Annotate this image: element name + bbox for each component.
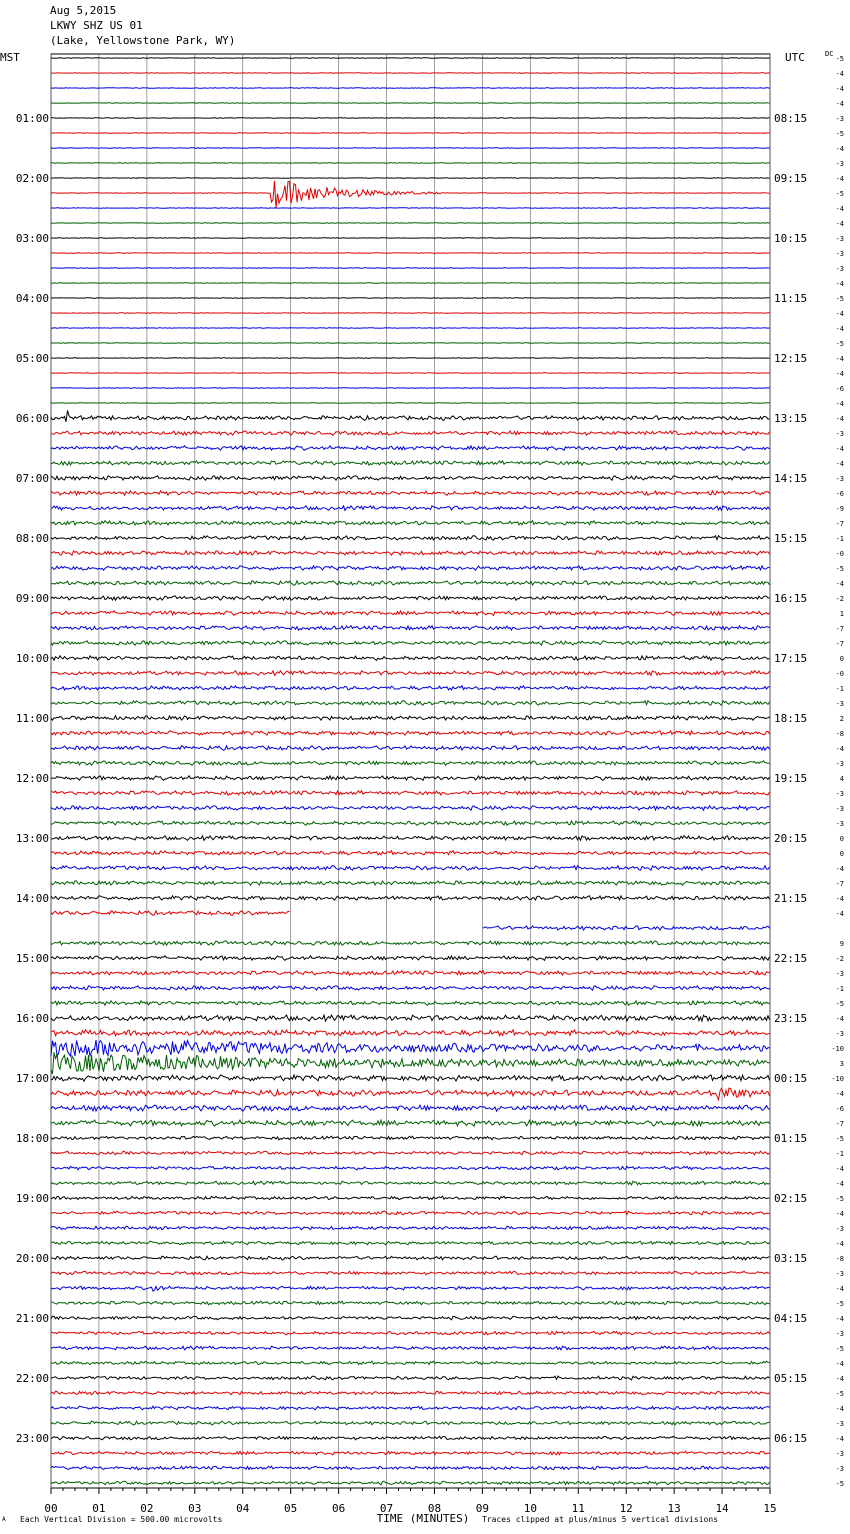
seismic-trace — [51, 410, 770, 421]
dc-offset-label: -3 — [835, 1465, 844, 1473]
dc-offset-label: -7 — [835, 640, 844, 648]
seismic-trace — [51, 1421, 770, 1425]
seismic-trace — [51, 821, 770, 825]
seismic-trace — [51, 253, 770, 254]
dc-offset-label: -4 — [835, 1375, 844, 1383]
dc-offset-label: -4 — [835, 70, 844, 78]
mst-hour-label: 17:00 — [15, 1072, 49, 1085]
dc-offset-label: -4 — [835, 1165, 844, 1173]
dc-offset-label: -4 — [835, 175, 844, 183]
seismic-trace — [51, 88, 770, 89]
dc-offset-label: -4 — [835, 1015, 844, 1023]
utc-hour-label: 22:15 — [774, 952, 808, 965]
dc-offset-label: -7 — [835, 520, 844, 528]
dc-offset-label: -7 — [835, 1120, 844, 1128]
mst-hour-label: 04:00 — [15, 292, 49, 305]
seismic-trace — [51, 1301, 770, 1305]
dc-offset-label: -0 — [835, 670, 844, 678]
seismic-trace — [51, 1271, 770, 1275]
seismic-trace — [51, 791, 770, 796]
utc-hour-label: 20:15 — [774, 832, 808, 845]
dc-offset-label: 2 — [839, 715, 844, 723]
seismic-trace — [51, 1001, 770, 1006]
utc-hour-label: 09:15 — [774, 172, 808, 185]
seismic-trace — [51, 641, 770, 645]
dc-offset-label: -4 — [835, 400, 844, 408]
seismic-trace — [51, 701, 770, 706]
dc-offset-label: -3 — [835, 265, 844, 273]
dc-offset-label: 0 — [839, 835, 844, 843]
dc-offset-label: -2 — [835, 955, 844, 963]
dc-offset-label: -4 — [835, 580, 844, 588]
utc-hour-label: 02:15 — [774, 1192, 808, 1205]
utc-axis-label: UTC — [785, 51, 805, 64]
x-tick-label: 11 — [571, 1502, 585, 1515]
seismic-trace — [51, 1196, 770, 1200]
seismic-trace — [51, 1346, 770, 1350]
dc-offset-label: -6 — [835, 490, 844, 498]
x-tick-label: 04 — [236, 1502, 250, 1515]
dc-offset-label: -3 — [835, 235, 844, 243]
station-label: LKWY SHZ US 01 — [50, 19, 143, 32]
dc-offset-label: -10 — [831, 1075, 844, 1083]
x-tick-label: 15 — [763, 1502, 777, 1515]
dc-offset-label: -6 — [835, 385, 844, 393]
dc-header-label: DC — [825, 50, 834, 58]
mst-hour-label: 02:00 — [15, 172, 49, 185]
dc-offset-label: -4 — [835, 460, 844, 468]
seismic-trace — [51, 551, 770, 556]
x-tick-label: 05 — [284, 1502, 298, 1515]
seismic-trace — [51, 1436, 770, 1440]
seismic-trace — [51, 1331, 770, 1335]
seismic-trace — [51, 746, 770, 751]
dc-offset-label: -3 — [835, 820, 844, 828]
dc-offset-label: -4 — [835, 865, 844, 873]
seismic-trace — [51, 461, 770, 466]
seismic-trace — [51, 896, 770, 900]
seismic-trace — [51, 313, 770, 314]
dc-offset-label: -8 — [835, 1255, 844, 1263]
utc-hour-label: 03:15 — [774, 1252, 808, 1265]
utc-hour-label: 16:15 — [774, 592, 808, 605]
seismic-trace — [51, 1481, 770, 1485]
dc-offset-label: -2 — [835, 595, 844, 603]
seismic-trace — [51, 223, 770, 224]
x-tick-label: 09 — [475, 1502, 490, 1515]
seismic-trace — [51, 1181, 770, 1185]
dc-offset-label: -4 — [835, 1210, 844, 1218]
dc-offset-label: -5 — [835, 1345, 844, 1353]
dc-offset-label: -3 — [835, 1030, 844, 1038]
mst-hour-label: 13:00 — [15, 832, 49, 845]
seismic-trace — [51, 1120, 770, 1126]
dc-offset-label: -4 — [835, 85, 844, 93]
seismic-trace — [51, 731, 770, 735]
dc-offset-label: -4 — [835, 145, 844, 153]
x-axis-title: TIME (MINUTES) — [376, 1512, 470, 1525]
dc-offset-label: -3 — [835, 115, 844, 123]
seismic-trace — [51, 358, 770, 359]
dc-offset-label: -3 — [835, 805, 844, 813]
seismic-trace — [51, 373, 770, 374]
seismic-trace — [51, 1376, 770, 1380]
dc-offset-label: -4 — [835, 1315, 844, 1323]
utc-hour-label: 10:15 — [774, 232, 808, 245]
seismic-trace — [51, 581, 770, 586]
dc-offset-label: -4 — [835, 895, 844, 903]
dc-offset-label: -3 — [835, 475, 844, 483]
seismic-trace — [51, 238, 770, 239]
seismic-trace — [51, 761, 770, 765]
dc-offset-label: -4 — [835, 1435, 844, 1443]
mst-hour-label: 16:00 — [15, 1012, 49, 1025]
seismic-trace — [51, 1466, 770, 1470]
seismic-trace — [51, 611, 770, 616]
dc-offset-label: -3 — [835, 760, 844, 768]
seismic-trace — [51, 181, 770, 208]
x-tick-label: 01 — [92, 1502, 106, 1515]
x-tick-label: 02 — [140, 1502, 154, 1515]
dc-offset-label: -4 — [835, 1285, 844, 1293]
dc-offset-label: -3 — [835, 700, 844, 708]
dc-offset-label: -4 — [835, 100, 844, 108]
seismic-trace — [51, 133, 770, 134]
seismic-trace — [51, 1256, 770, 1260]
seismic-trace — [51, 626, 770, 631]
seismic-trace — [51, 1030, 770, 1036]
seismic-trace — [51, 298, 770, 299]
seismic-trace — [51, 283, 770, 284]
seismic-trace — [51, 58, 770, 59]
seismic-trace — [51, 431, 770, 435]
seismic-trace — [51, 596, 770, 600]
seismic-trace — [51, 971, 770, 976]
x-tick-label: 06 — [331, 1502, 346, 1515]
seismic-trace — [51, 73, 770, 74]
dc-offset-label: -4 — [835, 205, 844, 213]
seismic-trace — [51, 1451, 770, 1455]
seismic-trace — [51, 941, 770, 945]
seismic-trace — [51, 1151, 770, 1155]
x-tick-label: 10 — [523, 1502, 537, 1515]
seismic-trace — [51, 956, 770, 961]
seismic-trace — [51, 1040, 770, 1056]
trace-group — [51, 58, 770, 1485]
seismic-trace — [51, 1391, 770, 1395]
seismic-trace — [51, 716, 770, 721]
seismic-trace — [51, 1088, 770, 1100]
dc-offset-label: -4 — [835, 1360, 844, 1368]
scale-note: Each Vertical Division = 500.00 microvolts — [20, 1515, 223, 1524]
mst-hour-label: 11:00 — [15, 712, 49, 725]
utc-hour-label: 04:15 — [774, 1312, 808, 1325]
dc-offset-label: -5 — [835, 1135, 844, 1143]
seismic-trace — [51, 491, 770, 496]
seismic-trace — [51, 836, 770, 841]
dc-offset-label: 1 — [839, 610, 844, 618]
seismic-trace — [51, 103, 770, 104]
mst-hour-label: 15:00 — [15, 952, 49, 965]
seismic-trace — [51, 686, 770, 690]
seismic-trace — [51, 776, 770, 781]
x-tick-label: 07 — [379, 1502, 394, 1515]
utc-hour-label: 21:15 — [774, 892, 808, 905]
dc-offset-label: -3 — [835, 1270, 844, 1278]
mst-hour-label: 08:00 — [15, 532, 49, 545]
seismic-trace — [51, 446, 770, 451]
utc-hour-label: 13:15 — [774, 412, 808, 425]
mst-hour-label: 14:00 — [15, 892, 49, 905]
dc-offset-label: -4 — [835, 1090, 844, 1098]
seismic-trace — [51, 1015, 770, 1021]
dc-offset-label: -4 — [835, 415, 844, 423]
dc-offset-label: -4 — [835, 280, 844, 288]
seismic-trace — [51, 851, 770, 855]
seismic-trace — [51, 806, 770, 810]
seismic-trace — [51, 208, 770, 209]
seismic-trace — [51, 1052, 770, 1074]
utc-hour-label: 15:15 — [774, 532, 808, 545]
mst-hour-label: 20:00 — [15, 1252, 49, 1265]
seismic-trace — [51, 178, 770, 179]
dc-offset-label: -3 — [835, 1450, 844, 1458]
dc-offset-label: -3 — [835, 970, 844, 978]
seismic-trace — [51, 881, 770, 885]
dc-offset-label: -4 — [835, 745, 844, 753]
mst-hour-label: 05:00 — [15, 352, 49, 365]
dc-offset-label: -3 — [835, 1225, 844, 1233]
seismic-trace — [51, 1406, 770, 1410]
dc-offset-label: -3 — [835, 790, 844, 798]
seismic-trace — [51, 1136, 770, 1140]
seismic-trace — [51, 1075, 770, 1081]
seismic-trace — [51, 403, 770, 404]
seismic-trace — [51, 866, 770, 871]
mst-hour-label: 21:00 — [15, 1312, 49, 1325]
dc-offset-label: -3 — [835, 160, 844, 168]
dc-offset-label: -7 — [835, 625, 844, 633]
dc-offset-label: -5 — [835, 1390, 844, 1398]
dc-offset-label: -1 — [835, 535, 844, 543]
dc-offset-label: -10 — [831, 1045, 844, 1053]
dc-offset-label: -1 — [835, 685, 844, 693]
utc-hour-label: 01:15 — [774, 1132, 808, 1145]
utc-hour-label: 00:15 — [774, 1072, 808, 1085]
dc-offset-label: -5 — [835, 1480, 844, 1488]
seismic-trace — [51, 343, 770, 344]
dc-offset-label: -5 — [835, 1000, 844, 1008]
dc-offset-label: -4 — [835, 445, 844, 453]
dc-offset-label: -4 — [835, 310, 844, 318]
dc-offset-label: -5 — [835, 130, 844, 138]
seismic-trace — [51, 328, 770, 329]
seismic-trace — [51, 506, 770, 511]
dc-offset-label: -6 — [835, 1105, 844, 1113]
seismic-trace — [51, 148, 770, 149]
dc-offset-label: -3 — [835, 250, 844, 258]
mst-hour-label: 07:00 — [15, 472, 49, 485]
dc-offset-label: -0 — [835, 550, 844, 558]
dc-offset-label: -3 — [835, 430, 844, 438]
dc-offset-label: 9 — [839, 940, 844, 948]
mst-hour-label: 18:00 — [15, 1132, 49, 1145]
x-tick-label: 14 — [715, 1502, 729, 1515]
seismic-trace — [51, 1226, 770, 1230]
seismic-trace — [51, 1361, 770, 1365]
seismic-trace — [51, 1105, 770, 1111]
seismic-trace — [51, 118, 770, 119]
dc-offset-label: -5 — [835, 340, 844, 348]
dc-offset-label: 4 — [839, 775, 844, 783]
dc-offset-label: -4 — [835, 1405, 844, 1413]
seismic-trace — [51, 566, 770, 570]
seismic-trace — [51, 986, 770, 990]
chart-grid — [51, 54, 770, 1494]
date-label: Aug 5,2015 — [50, 4, 117, 17]
dc-offset-label: -3 — [835, 1420, 844, 1428]
dc-offset-label: 3 — [839, 1060, 844, 1068]
utc-hour-label: 06:15 — [774, 1432, 808, 1445]
dc-offset-label: -4 — [835, 220, 844, 228]
mst-hour-label: 09:00 — [15, 592, 49, 605]
seismic-trace — [51, 1316, 770, 1320]
dc-offset-label: -5 — [835, 1300, 844, 1308]
seismic-trace — [51, 476, 770, 480]
dc-offset-label: -4 — [835, 910, 844, 918]
utc-hour-label: 14:15 — [774, 472, 808, 485]
mst-hour-label: 23:00 — [15, 1432, 49, 1445]
dc-offset-label: -1 — [835, 1150, 844, 1158]
mst-hour-label: 12:00 — [15, 772, 49, 785]
seismic-trace — [51, 536, 770, 541]
utc-hour-label: 12:15 — [774, 352, 808, 365]
x-tick-label: 00 — [44, 1502, 58, 1515]
clip-note: Traces clipped at plus/minus 5 vertical divisions — [482, 1515, 719, 1524]
location-label: (Lake, Yellowstone Park, WY) — [50, 34, 236, 47]
dc-offset-label: -5 — [835, 190, 844, 198]
seismic-trace — [51, 163, 770, 164]
dc-offset-label: -4 — [835, 370, 844, 378]
dc-offset-label: 0 — [839, 655, 844, 663]
dc-offset-label: -4 — [835, 1180, 844, 1188]
seismic-trace — [51, 911, 290, 916]
dc-offset-label: -4 — [835, 1240, 844, 1248]
dc-offset-label: -1 — [835, 985, 844, 993]
seismic-trace — [51, 1241, 770, 1245]
utc-hour-label: 19:15 — [774, 772, 808, 785]
utc-hour-label: 17:15 — [774, 652, 808, 665]
utc-hour-label: 23:15 — [774, 1012, 808, 1025]
seismic-trace — [51, 1166, 770, 1170]
corner-mark: A — [2, 1516, 6, 1523]
dc-offset-label: -7 — [835, 880, 844, 888]
seismic-trace — [51, 671, 770, 676]
seismic-trace — [51, 656, 770, 661]
axis-labels — [0, 50, 844, 1515]
dc-offset-label: -4 — [835, 325, 844, 333]
x-tick-label: 12 — [619, 1502, 633, 1515]
utc-hour-label: 05:15 — [774, 1372, 808, 1385]
x-tick-label: 08 — [427, 1502, 442, 1515]
mst-hour-label: 01:00 — [15, 112, 49, 125]
dc-offset-label: -4 — [835, 355, 844, 363]
mst-hour-label: 19:00 — [15, 1192, 49, 1205]
seismic-trace — [51, 1286, 770, 1291]
dc-offset-label: -3 — [835, 1330, 844, 1338]
mst-hour-label: 03:00 — [15, 232, 49, 245]
dc-offset-label: -9 — [835, 505, 844, 513]
mst-hour-label: 22:00 — [15, 1372, 49, 1385]
utc-hour-label: 08:15 — [774, 112, 808, 125]
dc-offset-label: -5 — [835, 1195, 844, 1203]
dc-offset-label: 0 — [839, 850, 844, 858]
dc-offset-label: -8 — [835, 730, 844, 738]
mst-hour-label: 10:00 — [15, 652, 49, 665]
mst-hour-label: 06:00 — [15, 412, 49, 425]
dc-offset-label: -5 — [835, 295, 844, 303]
dc-offset-label: -5 — [835, 55, 844, 63]
seismic-trace — [51, 388, 770, 389]
dc-offset-label: -5 — [835, 565, 844, 573]
utc-hour-label: 18:15 — [774, 712, 808, 725]
seismic-trace — [51, 1211, 770, 1215]
x-tick-label: 03 — [188, 1502, 202, 1515]
x-tick-label: 13 — [667, 1502, 681, 1515]
seismic-trace — [51, 268, 770, 269]
mst-axis-label: MST — [0, 51, 20, 64]
seismic-trace — [51, 521, 770, 525]
utc-hour-label: 11:15 — [774, 292, 808, 305]
